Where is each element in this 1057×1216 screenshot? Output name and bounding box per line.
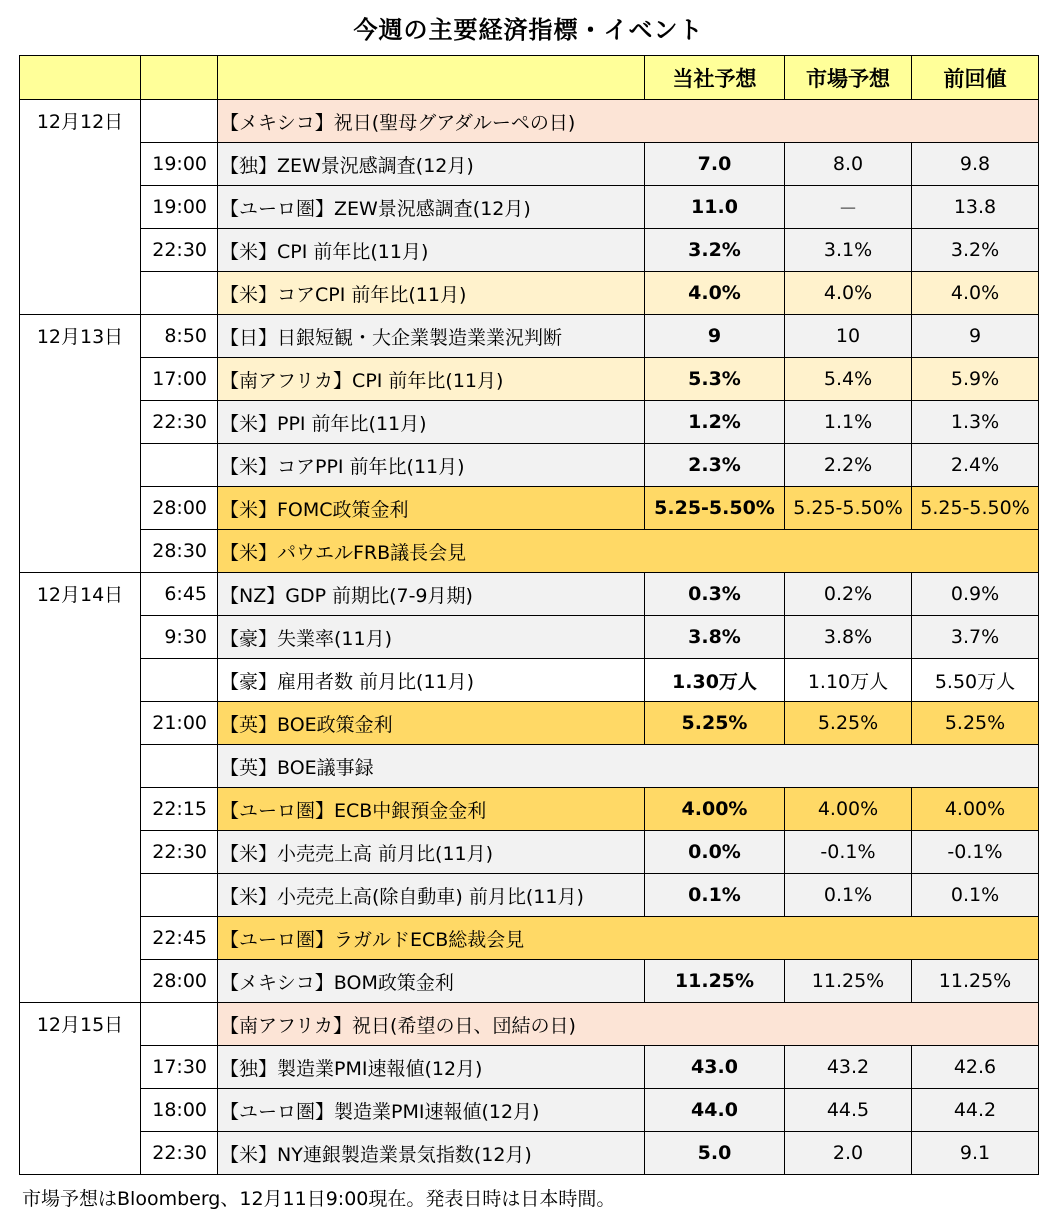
own-forecast-cell: 1.2%	[645, 401, 785, 444]
own-forecast-cell: 7.0	[645, 143, 785, 186]
table-row	[20, 788, 1039, 831]
time-cell: 28:00	[141, 487, 218, 530]
market-forecast-cell: 43.2	[785, 1046, 912, 1089]
previous-cell: 5.9%	[912, 358, 1039, 401]
market-forecast-cell: -0.1%	[785, 831, 912, 874]
event-cell: 【ユーロ圏】ラガルドECB総裁会見	[218, 917, 1039, 960]
market-forecast-cell: 0.2%	[785, 573, 912, 616]
time-cell: 22:30	[141, 831, 218, 874]
table-row	[20, 401, 1039, 444]
market-forecast-cell: 4.0%	[785, 272, 912, 315]
previous-cell: 9	[912, 315, 1039, 358]
table-row	[20, 960, 1039, 1003]
event-cell: 【米】パウエルFRB議長会見	[218, 530, 1039, 573]
indicator-table	[19, 55, 1039, 1175]
time-cell: 18:00	[141, 1089, 218, 1132]
previous-cell: 5.50万人	[912, 659, 1039, 702]
table-row	[20, 100, 1039, 143]
market-forecast-cell: 1.10万人	[785, 659, 912, 702]
previous-cell: 4.0%	[912, 272, 1039, 315]
event-cell: 【南アフリカ】祝日(希望の日、団結の日)	[218, 1003, 1039, 1046]
table-row	[20, 229, 1039, 272]
event-cell: 【独】ZEW景況感調査(12月)	[218, 143, 645, 186]
previous-cell: 2.4%	[912, 444, 1039, 487]
event-cell: 【豪】失業率(11月)	[218, 616, 645, 659]
event-cell: 【豪】雇用者数 前月比(11月)	[218, 659, 645, 702]
header-event	[218, 56, 645, 100]
event-cell: 【メキシコ】BOM政策金利	[218, 960, 645, 1003]
own-forecast-cell: 5.3%	[645, 358, 785, 401]
time-cell: 22:30	[141, 229, 218, 272]
own-forecast-cell: 0.0%	[645, 831, 785, 874]
time-cell: 6:45	[141, 573, 218, 616]
market-forecast-cell: 3.8%	[785, 616, 912, 659]
table-row	[20, 186, 1039, 229]
time-cell	[141, 874, 218, 917]
table-row	[20, 659, 1039, 702]
time-cell: 19:00	[141, 143, 218, 186]
previous-cell: 9.1	[912, 1132, 1039, 1175]
event-cell: 【英】BOE政策金利	[218, 702, 645, 745]
table-row	[20, 573, 1039, 616]
table-row	[20, 1046, 1039, 1089]
own-forecast-cell: 9	[645, 315, 785, 358]
event-cell: 【英】BOE議事録	[218, 745, 1039, 788]
previous-cell: 1.3%	[912, 401, 1039, 444]
table-row	[20, 745, 1039, 788]
table-row	[20, 315, 1039, 358]
time-cell: 8:50	[141, 315, 218, 358]
market-forecast-cell: －	[785, 186, 912, 229]
table-row	[20, 616, 1039, 659]
time-cell: 28:30	[141, 530, 218, 573]
market-forecast-cell: 5.25%	[785, 702, 912, 745]
market-forecast-cell: 4.00%	[785, 788, 912, 831]
event-cell: 【米】コアPPI 前年比(11月)	[218, 444, 645, 487]
event-cell: 【独】製造業PMI速報値(12月)	[218, 1046, 645, 1089]
event-cell: 【ユーロ圏】ZEW景況感調査(12月)	[218, 186, 645, 229]
event-cell: 【米】小売売上高(除自動車) 前月比(11月)	[218, 874, 645, 917]
own-forecast-cell: 5.0	[645, 1132, 785, 1175]
time-cell: 22:45	[141, 917, 218, 960]
date-cell: 12月12日	[20, 100, 141, 315]
event-cell: 【米】CPI 前年比(11月)	[218, 229, 645, 272]
header-date	[20, 56, 141, 100]
time-cell: 19:00	[141, 186, 218, 229]
event-cell: 【米】コアCPI 前年比(11月)	[218, 272, 645, 315]
own-forecast-cell: 11.25%	[645, 960, 785, 1003]
table-row	[20, 831, 1039, 874]
market-forecast-cell: 1.1%	[785, 401, 912, 444]
previous-cell: 0.1%	[912, 874, 1039, 917]
previous-cell: 13.8	[912, 186, 1039, 229]
previous-cell: 9.8	[912, 143, 1039, 186]
time-cell: 17:00	[141, 358, 218, 401]
previous-cell: 11.25%	[912, 960, 1039, 1003]
date-cell: 12月13日	[20, 315, 141, 573]
table-row	[20, 1089, 1039, 1132]
own-forecast-cell: 2.3%	[645, 444, 785, 487]
own-forecast-cell: 4.00%	[645, 788, 785, 831]
time-cell	[141, 100, 218, 143]
event-cell: 【米】PPI 前年比(11月)	[218, 401, 645, 444]
header-own-forecast: 当社予想	[645, 56, 785, 100]
own-forecast-cell: 5.25-5.50%	[645, 487, 785, 530]
table-row	[20, 272, 1039, 315]
previous-cell: 5.25%	[912, 702, 1039, 745]
time-cell: 21:00	[141, 702, 218, 745]
previous-cell: 44.2	[912, 1089, 1039, 1132]
header-previous: 前回値	[912, 56, 1039, 100]
time-cell	[141, 659, 218, 702]
table-row	[20, 702, 1039, 745]
table-row	[20, 1003, 1039, 1046]
market-forecast-cell: 11.25%	[785, 960, 912, 1003]
market-forecast-cell: 0.1%	[785, 874, 912, 917]
market-forecast-cell: 2.2%	[785, 444, 912, 487]
market-forecast-cell: 8.0	[785, 143, 912, 186]
table-row	[20, 487, 1039, 530]
previous-cell: 3.2%	[912, 229, 1039, 272]
event-cell: 【南アフリカ】CPI 前年比(11月)	[218, 358, 645, 401]
own-forecast-cell: 43.0	[645, 1046, 785, 1089]
time-cell	[141, 1003, 218, 1046]
date-cell: 12月15日	[20, 1003, 141, 1175]
table-row	[20, 143, 1039, 186]
own-forecast-cell: 0.3%	[645, 573, 785, 616]
event-cell: 【日】日銀短観・大企業製造業業況判断	[218, 315, 645, 358]
page-title: 今週の主要経済指標・イベント	[353, 16, 704, 44]
event-cell: 【メキシコ】祝日(聖母グアダルーペの日)	[218, 100, 1039, 143]
time-cell: 22:30	[141, 1132, 218, 1175]
own-forecast-cell: 3.8%	[645, 616, 785, 659]
previous-cell: 0.9%	[912, 573, 1039, 616]
time-cell: 22:15	[141, 788, 218, 831]
header-time	[141, 56, 218, 100]
market-forecast-cell: 3.1%	[785, 229, 912, 272]
event-cell: 【米】FOMC政策金利	[218, 487, 645, 530]
date-cell: 12月14日	[20, 573, 141, 1003]
own-forecast-cell: 0.1%	[645, 874, 785, 917]
table-row	[20, 444, 1039, 487]
time-cell: 22:30	[141, 401, 218, 444]
previous-cell: -0.1%	[912, 831, 1039, 874]
table-row	[20, 874, 1039, 917]
event-cell: 【米】NY連銀製造業景気指数(12月)	[218, 1132, 645, 1175]
own-forecast-cell: 3.2%	[645, 229, 785, 272]
event-cell: 【NZ】GDP 前期比(7-9月期)	[218, 573, 645, 616]
time-cell	[141, 745, 218, 788]
time-cell: 9:30	[141, 616, 218, 659]
own-forecast-cell: 1.30万人	[645, 659, 785, 702]
time-cell	[141, 444, 218, 487]
market-forecast-cell: 5.4%	[785, 358, 912, 401]
event-cell: 【ユーロ圏】ECB中銀預金金利	[218, 788, 645, 831]
table-row	[20, 1132, 1039, 1175]
market-forecast-cell: 5.25-5.50%	[785, 487, 912, 530]
footnote: 市場予想はBloomberg、12月11日9:00現在。発表日時は日本時間。	[22, 1188, 616, 1210]
time-cell: 17:30	[141, 1046, 218, 1089]
header-market-forecast: 市場予想	[785, 56, 912, 100]
previous-cell: 3.7%	[912, 616, 1039, 659]
own-forecast-cell: 44.0	[645, 1089, 785, 1132]
own-forecast-cell: 4.0%	[645, 272, 785, 315]
table-row	[20, 917, 1039, 960]
header-row	[20, 56, 1039, 100]
table-row	[20, 358, 1039, 401]
own-forecast-cell: 5.25%	[645, 702, 785, 745]
previous-cell: 5.25-5.50%	[912, 487, 1039, 530]
market-forecast-cell: 2.0	[785, 1132, 912, 1175]
previous-cell: 42.6	[912, 1046, 1039, 1089]
event-cell: 【米】小売売上高 前月比(11月)	[218, 831, 645, 874]
time-cell: 28:00	[141, 960, 218, 1003]
market-forecast-cell: 44.5	[785, 1089, 912, 1132]
own-forecast-cell: 11.0	[645, 186, 785, 229]
event-cell: 【ユーロ圏】製造業PMI速報値(12月)	[218, 1089, 645, 1132]
previous-cell: 4.00%	[912, 788, 1039, 831]
time-cell	[141, 272, 218, 315]
table-row	[20, 530, 1039, 573]
market-forecast-cell: 10	[785, 315, 912, 358]
